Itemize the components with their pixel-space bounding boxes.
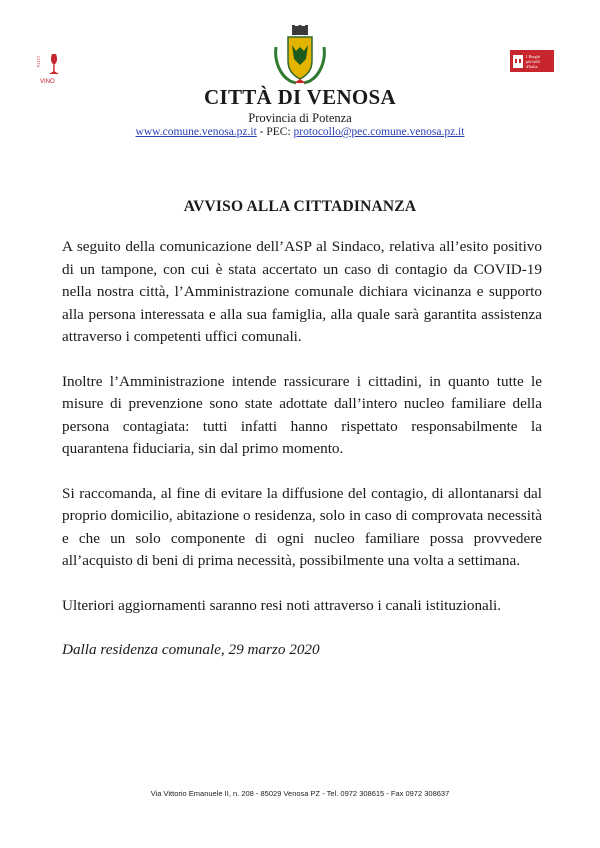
pec-email-link[interactable]: protocollo@pec.comune.venosa.pz.it xyxy=(293,126,465,138)
notice-title: AVVISO ALLA CITTADINANZA xyxy=(183,198,417,215)
wine-city-icon xyxy=(38,50,68,86)
paragraph-1: A seguito della comunicazione dell’ASP al Sindaco, relativa all’esito positivo di un tampone, con cui è stata accertato un caso di contagio da COVID-19 nella nostra città, l’Amministrazione comunale dichiara vicinanza e supporto alla persona interessata e alla sua famiglia, alla quale sarà garantita assistenza attraverso i competenti uffici comunali. xyxy=(62,238,542,345)
borghi-piu-belli-logo xyxy=(510,50,554,72)
footer-address: Via Vittorio Emanuele II, n. 208 - 85029 Venosa PZ - Tel. 0972 308615 - Fax 0972 308637 xyxy=(150,789,450,798)
letterhead xyxy=(0,86,600,139)
svg-text:CITTÀ: CITTÀ xyxy=(36,56,41,68)
website-link[interactable]: www.comune.venosa.pz.it xyxy=(135,126,257,138)
venosa-coat-of-arms xyxy=(268,25,332,87)
paragraph-2: Inoltre l’Amministrazione intende rassicurare i cittadini, in quanto tutte le misure di prevenzione sono state adottate dall’intero nucleo familiare della persona contagiata: tutti infatti hanno rispettato responsabilmente la quarantena fiduciaria, sin dal primo momento. xyxy=(62,372,542,457)
citta-del-vino-logo xyxy=(38,50,68,86)
svg-text:VINO: VINO xyxy=(40,79,55,85)
svg-text:più belli: più belli xyxy=(526,59,540,64)
paragraph-3: Si raccomanda, al fine di evitare la diffusione del contagio, di allontanarsi dal proprio domicilio, abitazione o residenza, solo in caso di comprovata necessità e che un solo componente di ogni nucleo familiare possa provvedere all’acquisto di beni di prima necessità, possibilmente una volta a settimana. xyxy=(62,484,542,569)
city-name: CITTÀ DI VENOSA xyxy=(204,85,396,109)
paragraph-4: Ulteriori aggiornamenti saranno resi noti attraverso i canali istituzionali. xyxy=(62,596,502,614)
svg-text:d'Italia: d'Italia xyxy=(526,64,538,69)
notice-body xyxy=(62,236,542,661)
coat-of-arms-icon xyxy=(268,25,332,87)
pec-separator: - PEC: xyxy=(256,126,294,138)
svg-text:I Borghi: I Borghi xyxy=(526,54,540,59)
signature-date: Dalla residenza comunale, 29 marzo 2020 xyxy=(62,641,320,658)
borghi-logo-icon xyxy=(510,50,554,72)
province-name: Provincia di Potenza xyxy=(248,111,352,125)
contact-line xyxy=(0,126,600,139)
